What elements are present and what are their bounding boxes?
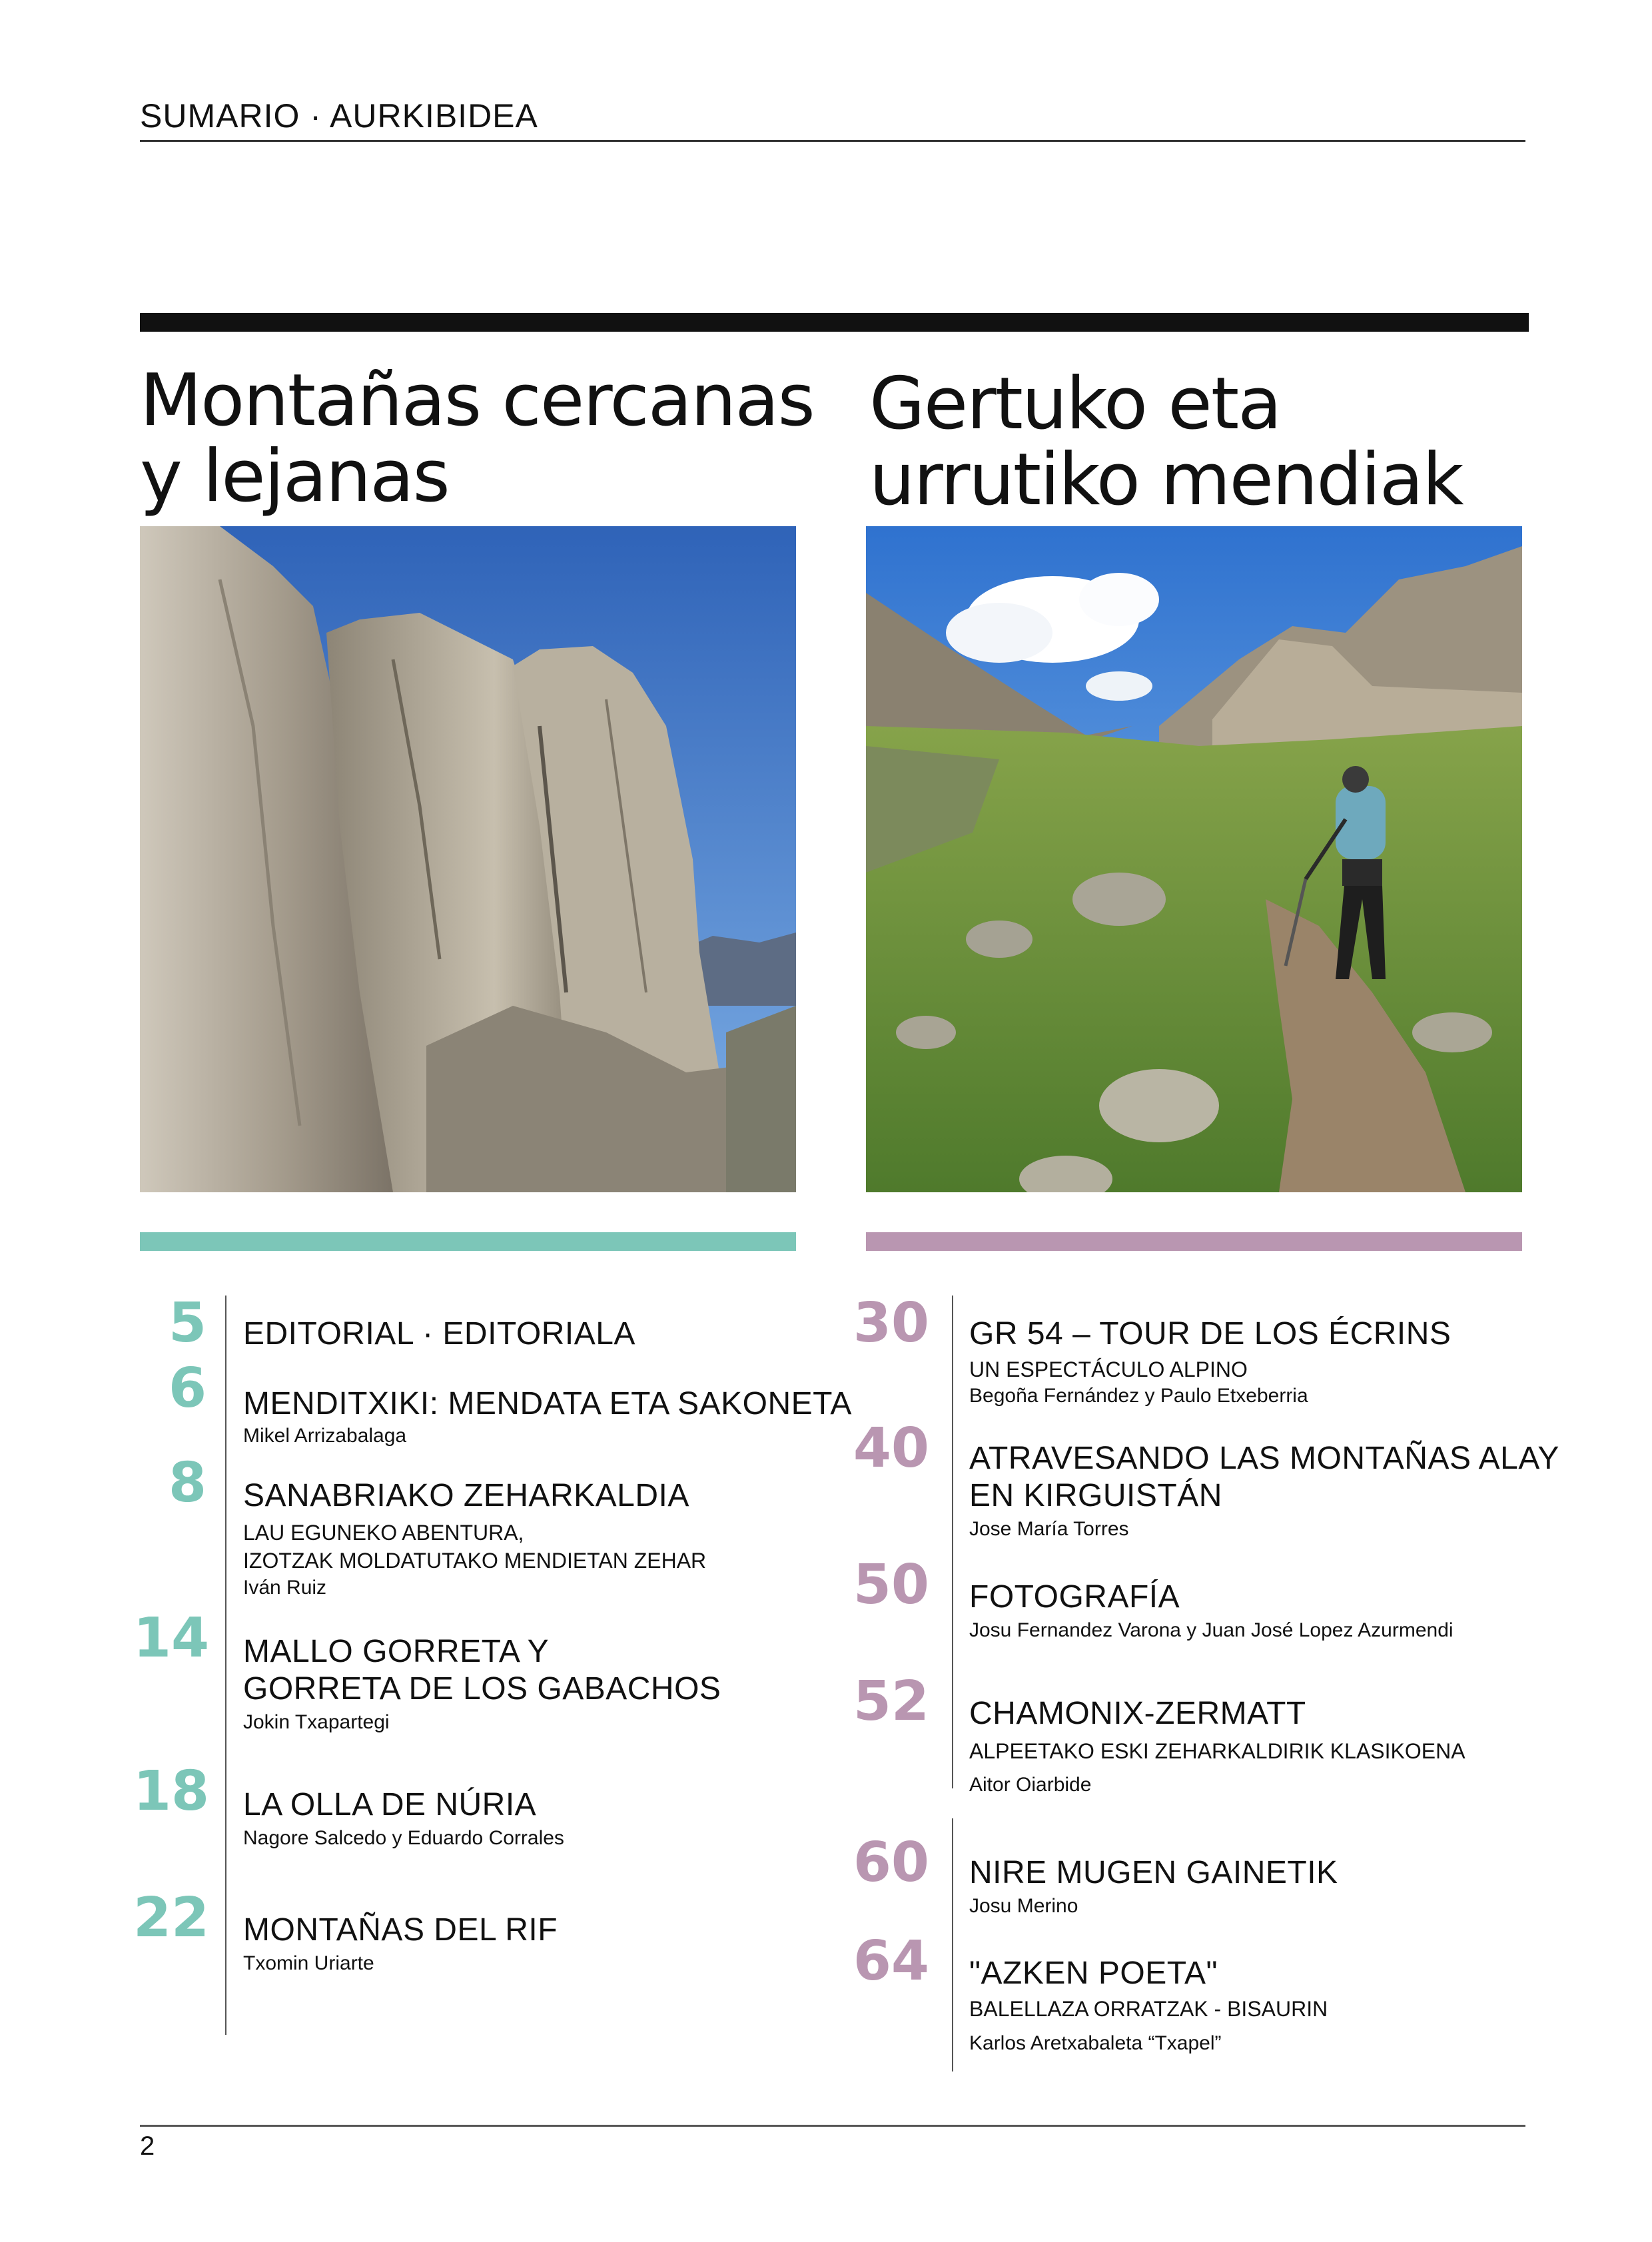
page-number: 2: [140, 2131, 155, 2161]
heavy-divider-bar: [140, 313, 1529, 332]
hiker-photo: [866, 526, 1522, 1192]
toc-page-number: 14: [133, 1607, 210, 1670]
toc-entry-title[interactable]: MONTAÑAS DEL RIF: [243, 1912, 558, 1948]
toc-entry-subtitle: BALELLAZA ORRATZAK - BISAURIN: [969, 1997, 1328, 2021]
toc-entry-title-line-2[interactable]: GORRETA DE LOS GABACHOS: [243, 1671, 721, 1706]
toc-entry-author: Iván Ruiz: [243, 1577, 327, 1599]
title-basque: [869, 362, 1463, 522]
toc-entry-title[interactable]: NIRE MUGEN GAINETIK: [969, 1855, 1338, 1890]
toc-page-number: 40: [853, 1417, 929, 1480]
toc-divider-right-lower: [952, 1818, 953, 2071]
toc-entry-title-line-2[interactable]: EN KIRGUISTÁN: [969, 1478, 1222, 1513]
toc-entry-author: Txomin Uriarte: [243, 1952, 374, 1974]
toc-page-number: 5: [168, 1292, 206, 1355]
title-spanish-line-1: Montañas cercanas: [140, 359, 814, 442]
toc-entry-author: Josu Fernandez Varona y Juan José Lopez Azurmendi: [969, 1619, 1453, 1641]
toc-page-number: 52: [853, 1670, 929, 1733]
title-spanish-line-2: y lejanas: [140, 435, 449, 518]
accent-bar-left: [140, 1232, 796, 1251]
toc-entry-title[interactable]: LA OLLA DE NÚRIA: [243, 1787, 537, 1822]
toc-entry-title[interactable]: MALLO GORRETA Y: [243, 1634, 550, 1669]
toc-entry-author: Begoña Fernández y Paulo Etxeberria: [969, 1385, 1308, 1407]
toc-entry-title[interactable]: CHAMONIX-ZERMATT: [969, 1696, 1306, 1731]
toc-entry-author: Jokin Txapartegi: [243, 1711, 390, 1733]
toc-entry-author: Mikel Arrizabalaga: [243, 1425, 407, 1447]
cliffs-photo: [140, 526, 796, 1192]
toc-entry-author: Nagore Salcedo y Eduardo Corrales: [243, 1827, 564, 1849]
toc-entry-title[interactable]: SANABRIAKO ZEHARKALDIA: [243, 1478, 689, 1513]
toc-entry-subtitle: ALPEETAKO ESKI ZEHARKALDIRIK KLASIKOENA: [969, 1739, 1465, 1763]
toc-entry-title[interactable]: MENDITXIKI: MENDATA ETA SAKONETA: [243, 1386, 852, 1421]
accent-bar-right: [866, 1232, 1522, 1251]
toc-entry-title[interactable]: "AZKEN POETA": [969, 1956, 1218, 1991]
toc-entry-title[interactable]: GR 54 – TOUR DE LOS ÉCRINS: [969, 1316, 1451, 1351]
toc-page-number: 30: [853, 1292, 929, 1355]
toc-page-number: 22: [133, 1886, 210, 1950]
toc-entry-subtitle: LAU EGUNEKO ABENTURA,: [243, 1521, 524, 1545]
toc-divider-left: [225, 1296, 226, 2035]
toc-page-number: 18: [133, 1760, 210, 1823]
toc-entry-author: Josu Merino: [969, 1895, 1078, 1917]
toc-entry-subtitle: IZOTZAK MOLDATUTAKO MENDIETAN ZEHAR: [243, 1549, 707, 1573]
toc-entry-author: Karlos Aretxabaleta “Txapel”: [969, 2032, 1222, 2054]
footer-rule: [140, 2125, 1525, 2127]
toc-entry-title[interactable]: EDITORIAL · EDITORIALA: [243, 1316, 635, 1351]
title-spanish: [140, 359, 814, 518]
toc-page-number: 6: [168, 1357, 206, 1420]
toc-page-number: 60: [853, 1831, 929, 1894]
section-label: SUMARIO · AURKIBIDEA: [140, 97, 538, 135]
toc-entry-author: Jose María Torres: [969, 1518, 1129, 1540]
toc-entry-title[interactable]: ATRAVESANDO LAS MONTAÑAS ALAY: [969, 1441, 1559, 1476]
title-basque-line-2: urrutiko mendiak: [869, 438, 1463, 522]
toc-page-number: 50: [853, 1553, 929, 1617]
toc-entry-title[interactable]: FOTOGRAFÍA: [969, 1579, 1180, 1615]
header-rule: [140, 140, 1525, 142]
toc-divider-right-upper: [952, 1296, 953, 1788]
title-basque-line-1: Gertuko eta: [869, 362, 1281, 446]
toc-page-number: 8: [168, 1451, 206, 1515]
toc-entry-subtitle: UN ESPECTÁCULO ALPINO: [969, 1357, 1248, 1381]
toc-entry-author: Aitor Oiarbide: [969, 1774, 1092, 1796]
toc-page-number: 64: [853, 1930, 929, 1993]
